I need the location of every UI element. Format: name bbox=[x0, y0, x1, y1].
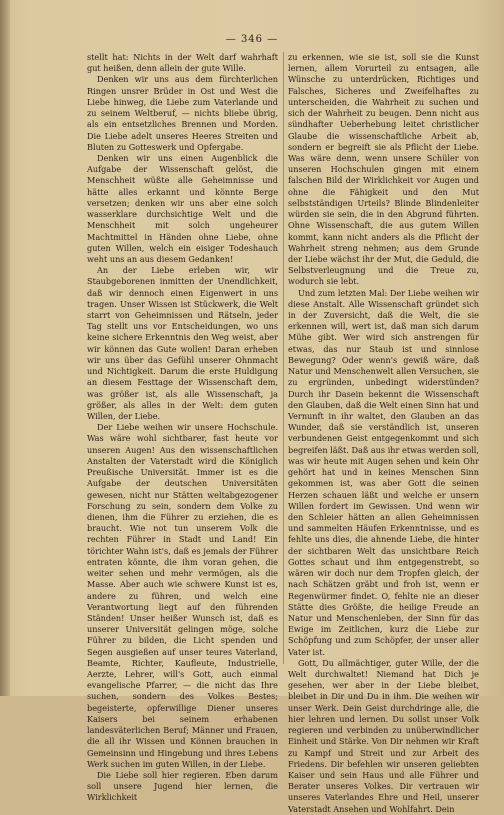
right-column bbox=[288, 52, 479, 814]
page-number: — 346 — bbox=[225, 34, 279, 45]
paragraph: zu erkennen, wie sie ist, soll sie die Kunst lernen, allem Vorurteil zu entsagen, alle Wünsche zu unterdrücken, Richtiges und Falsches, Sicheres und Zweifelhaftes zu unterscheiden, die Wahrheit zu suchen und sich der Wahrheit zu beugen. Denn nicht aus sündhafter Ueberhebung leitet christlicher Glaube die wissenschaftliche Arbeit ab, sondern er begreift sie als Pflicht der Liebe. Was wäre denn, wenn unsere Schüler von unseren Hochschulen gingen mit einem falschen Bild der Wirklichkeit vor Augen und ohne die Fähigkeit und den Mut selbstständigen Urteils? Blinde Blindenleiter würden sie sein, die in den Abgrund führten. Ohne Wissenschaft, die aus gutem Willen kommt, kann nicht anders als die Pflicht der Wahrheit streng nehmen; aus dem Grunde der Liebe wächst ihr der Mut, die Geduld, die Selbstverleugnung und die Treue zu, wodurch sie lebt. bbox=[288, 52, 479, 287]
paragraph: Denken wir uns einen Augenblick die Aufgabe der Wissenschaft gelöst, die Menschheit wüßte alle Geheimnisse und hätte alles erkannt und könnte Berge versetzen; denken wir uns aber eine solch wasserklare durchsichtige Welt und die Menschheit mit solch ungeheurer Machtmittel in Händen ohne Liebe, ohne guten Willen, welch ein eisiger Todeshauch weht uns an aus diesem Gedanken! bbox=[87, 152, 278, 264]
paragraph: Der Liebe weihen wir unsere Hochschule. Was wäre wohl sichtbarer, fast heute vor unseren Augen! Aus den wissenschaftlichen Anstalten der Vaterstadt wird die Königlich Preußische Universität. Immer ist es die Aufgabe der deutschen Universitäten gewesen, nicht nur Stätten weltabgezogener Forschung zu sein, sondern dem Volke zu dienen, ihm die Führer zu erziehen, die es braucht. Wie not tun unserem Volk die rechten Führer in Stadt und Land! Ein törichter Wahn ist's, daß es jemals der Führer entraten könnte, die ihm voran gehen, die weiter sehen und mehr vermögen, als die Masse. Aber auch wie schwere Kunst ist es, andere zu führen, und welch eine Verantwortung liegt auf den führenden Ständen! Unser heißer Wunsch ist, daß es unserer Universität gelingen möge, solche Führer zu bilden, die Licht spenden und Segen ausgießen auf unser teures Vaterland, Beamte, Richter, Kaufleute, Industrielle, Aerzte, Lehrer, will's Gott, auch einmal evangelische Pfarrer, — die nicht das Ihre suchen, sondern des Volkes Bestes; begeisterte, opferwillige Diener unseres Kaisers bei seinem erhabenen landesväterlichen Beruf; Männer und Frauen, die all ihr Wissen und Können brauchen in Gemeinsinn und Hingebung und ihres Lebens Werk suchen im guten Willen, in der Liebe. bbox=[87, 422, 278, 769]
paragraph: Die Liebe soll hier regieren. Eben darum soll unsere Jugend hier lernen, die Wirklichkeit bbox=[87, 770, 278, 803]
column-divider bbox=[283, 52, 284, 664]
paragraph: Denken wir uns aus dem fürchterlichen Ringen unsrer Brüder in Ost und West die Liebe hinweg, die Liebe zum Vaterlande und zu seinem Weltberuf, — nichts bliebe übrig, als ein entsetzliches Brennen und Morden. Die Liebe adelt unseres Heeres Streiten und Bluten zu Gotteswerk und Opfergabe. bbox=[87, 74, 278, 152]
book-gutter bbox=[0, 0, 10, 696]
paragraph: stellt hat: Nichts in der Welt darf wahrhaft gut heißen, denn allein der gute Wille. bbox=[87, 52, 278, 74]
paragraph: Gott, Du allmächtiger, guter Wille, der die Welt durchwaltet! Niemand hat Dich je gesehen, wer aber in der Liebe bleibet, bleibet in Dir und Du in ihm. Die weihen wir unser Werk. Dein Geist durchdringe alle, die hier lehren und lernen. Du sollst unser Volk regieren und verbinden zu unüberwindlicher Einheit und Stärke. Von Dir nehmen wir Kraft zu Kampf und Streit und zur Arbeit des Friedens. Dir befehlen wir unseren geliebten Kaiser und sein Haus und alle Führer und Berater unseres Volkes. Dir vertrauen wir unseres Vaterlandes Ehre und Heil, unserer Vaterstadt Ansehen und Wohlfahrt. Dein bbox=[288, 657, 479, 814]
paragraph: An der Liebe erleben wir, wir Staubgeborenen inmitten der Unendlichkeit, daß wir dennoch einen Eigenwert in uns tragen. Unser Wissen ist Stückwerk, die Welt starrt von Geheimnissen und Rätseln, jeder Tag stellt uns vor Entscheidungen, wo uns keine sichere Erkenntnis den Weg weist, aber wir können das Gute wollen! Daran erheben wir uns über das Gefühl unserer Ohnmacht und Nichtigkeit. Darum die erste Huldigung an diesem Festtage der Wissenschaft dem, was größer ist, als alle Wissenschaft, ja größer, als alles in der Welt: dem guten Willen, der Liebe. bbox=[87, 265, 278, 421]
left-column bbox=[87, 52, 278, 803]
paragraph: Und zum letzten Mal: Der Liebe weihen wir diese Anstalt. Alle Wissenschaft gründet sich in der Zuversicht, daß die Welt, die sie erkennen will, wert ist, daß man sich darum Mühe gibt. Wer wird sich anstrengen für etwas, das nur Staub ist und sinnlose Bewegung? Oder wenn's gewiß wäre, daß Natur und Menschenwelt allen Versuchen, sie zu ergründen, unbedingt widerstünden? Durch ihr Dasein bekennt die Wissenschaft den Glauben, daß die Welt einen Sinn hat und Vernunft in ihr waltet, den Glauben an das Wunder, daß sie verständlich ist, unseren verbundenen Geist entgegenkommt und sich begreifen läßt. Daß aus ihr etwas werden soll, was wir heute mit Augen sehen und kein Ohr gehört hat und in keines Menschen Sinn gekommen ist, was aber Gott die seinen Herzen schauen läßt und welche er unsern Willen fordert im Gewissen. Und wenn wir den Schleier hätten an allen Geheimnissen und sammelten Häufen Erkenntnisse, und es fehlte uns dies, die ahnende Liebe, die hinter der sichtbaren Welt das unsichtbare Reich Gottes schaut und ihm entgegenstrebt, so wären wir doch nur dem Tropfen gleich, der nach Schätzen gräbt und froh ist, wenn er Regenwürmer findet. O, fehlte nie an dieser Stätte dies Größte, die heilige Freude an Natur und Menschenleben, der Sinn für das Ewige im Zeitlichen, kurz die Liebe zur Schöpfung und zum Schöpfer, der unser aller Vater ist. bbox=[288, 287, 479, 657]
